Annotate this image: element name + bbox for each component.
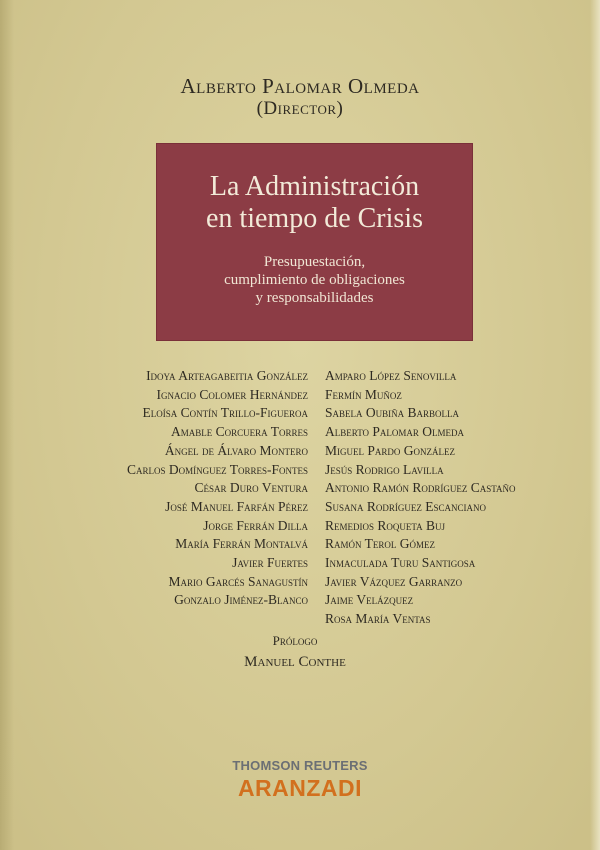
director-block xyxy=(0,74,600,120)
authors-column-left xyxy=(127,367,308,610)
author-name: Carlos Domínguez Torres-Fontes xyxy=(126,461,308,477)
author-name: Amparo López Senovilla xyxy=(325,368,457,383)
author-name: César Duro Ventura xyxy=(194,480,308,496)
author-name: Jesús Rodrigo Lavilla xyxy=(325,461,444,477)
publisher-name-bottom: ARANZADI xyxy=(237,775,363,801)
author-name: Sabela Oubiña Barbolla xyxy=(325,405,460,421)
publisher-logo xyxy=(0,758,600,802)
author-name: Jorge Ferrán Dilla xyxy=(203,517,308,533)
book-title-line-1: La Administración xyxy=(209,171,420,202)
author-name: Rosa María Ventas xyxy=(325,611,431,627)
author-name: Amable Corcuera Torres xyxy=(170,424,308,440)
director-name: Alberto Palomar Olmeda xyxy=(180,74,420,98)
author-name: María Ferrán Montalvá xyxy=(175,536,308,552)
author-name: Ignacio Colomer Hernández xyxy=(156,386,308,402)
subtitle-line-3: y responsabilidades xyxy=(255,290,374,306)
author-name: Mario Garcés Sanagustín xyxy=(168,573,308,589)
author-name: Alberto Palomar Olmeda xyxy=(325,424,465,440)
author-name: Ángel de Álvaro Montero xyxy=(164,442,308,458)
author-name: Antonio Ramón Rodríguez Castaño xyxy=(325,480,516,496)
title-panel xyxy=(156,143,473,341)
author-name: Ramón Terol Gómez xyxy=(325,536,436,552)
publisher-name-top: THOMSON REUTERS xyxy=(232,758,368,773)
author-name: Fermín Muñoz xyxy=(325,386,402,402)
author-name: Miguel Pardo González xyxy=(325,442,455,458)
author-name: Susana Rodríguez Escanciano xyxy=(325,498,487,514)
book-subtitle xyxy=(156,253,473,307)
author-name: Gonzalo Jiménez-Blanco xyxy=(174,592,308,608)
prologue-block xyxy=(0,632,600,672)
director-role: (Director) xyxy=(256,98,344,119)
author-name: Eloísa Contín Trillo-Figueroa xyxy=(142,405,308,421)
author-name: Remedios Roqueta Buj xyxy=(325,517,446,533)
prologue-label: Prólogo xyxy=(272,633,318,648)
page-edge xyxy=(590,0,600,850)
subtitle-line-2: cumplimiento de obligaciones xyxy=(224,272,405,288)
author-name: Idoya Arteagabeitia González xyxy=(146,368,308,383)
prologue-author: Manuel Conthe xyxy=(244,654,346,670)
author-name: Inmaculada Turu Santigosa xyxy=(325,555,476,571)
author-name: Javier Vázquez Garranzo xyxy=(325,573,463,589)
author-name: José Manuel Farfán Pérez xyxy=(165,498,308,514)
subtitle-line-1: Presupuestación, xyxy=(263,254,366,270)
author-name: Jaime Velázquez xyxy=(325,592,414,608)
author-name: Javier Fuertes xyxy=(232,555,308,571)
spine-shadow xyxy=(0,0,14,850)
authors-column-right xyxy=(325,367,516,629)
book-title-line-2: en tiempo de Crisis xyxy=(206,203,423,234)
